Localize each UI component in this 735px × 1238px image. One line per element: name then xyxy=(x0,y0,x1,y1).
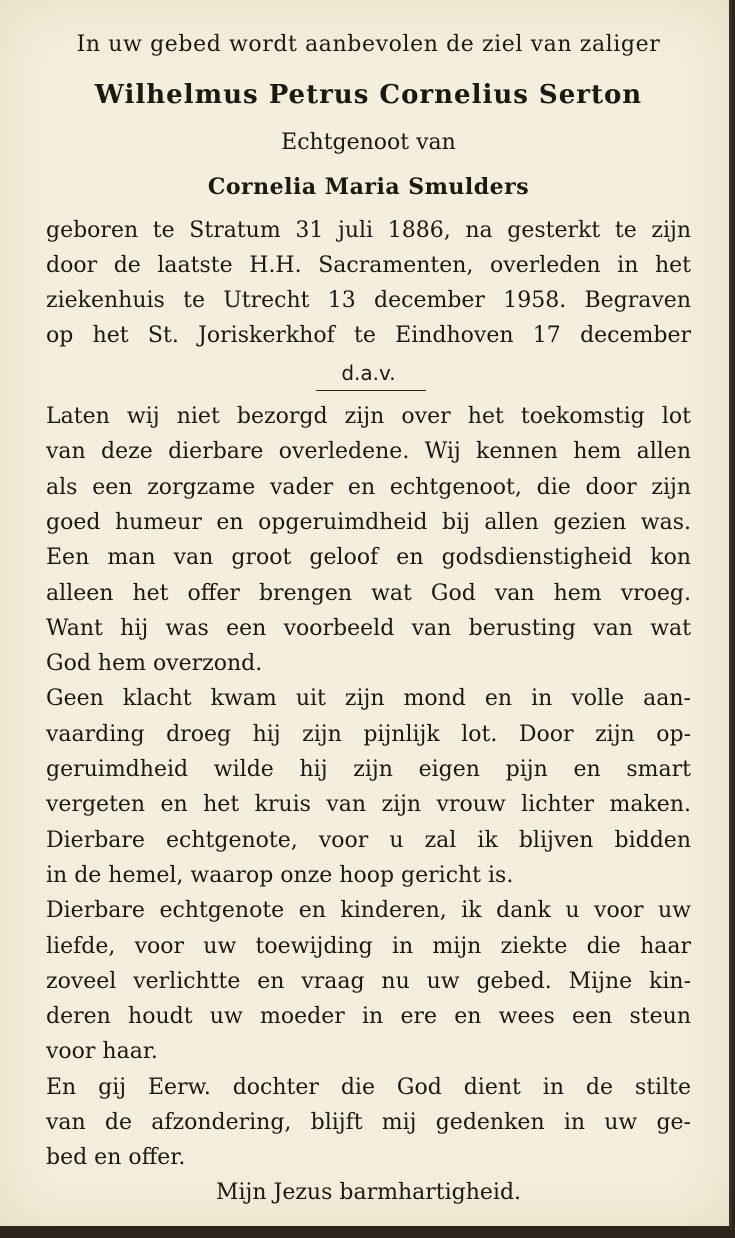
body-line: vergeten en het kruis van zijn vrouw lichter maken. xyxy=(46,792,691,818)
body-line: in de hemel, waarop onze hoop gericht is. xyxy=(46,862,514,888)
dav-mark: d.a.v. xyxy=(341,361,396,385)
body-line: liefde, voor uw toewijding in mijn ziekte die haar xyxy=(46,933,691,959)
body-line: geruimdheid wilde hij zijn eigen pijn en smart xyxy=(46,757,691,782)
body-line: deren houdt uw moeder in ere en wees een steun xyxy=(46,1004,691,1030)
body-line: God hem overzond. xyxy=(46,651,263,677)
body-line: alleen het offer brengen wat God van hem vroeg. xyxy=(46,580,691,606)
body-line: Dierbare echtgenote en kinderen, ik dank u voor uw xyxy=(46,898,691,924)
body-line: Laten wij niet bezorgd zijn over het toekomstig lot xyxy=(46,404,691,429)
body-line: bed en offer. xyxy=(46,1145,186,1171)
body-line: van de afzondering, blijft mij gedenken in uw ge- xyxy=(46,1110,691,1135)
bio-line: ziekenhuis te Utrecht 13 december 1958. Begraven xyxy=(46,288,691,313)
body-line: Want hij was een voorbeeld van berusting van wat xyxy=(46,615,691,641)
spouse-name: Cornelia Maria Smulders xyxy=(207,174,530,200)
body-line: Geen klacht kwam uit zijn mond en in volle aan- xyxy=(46,686,691,712)
body-line: vaarding droeg hij zijn pijnlijk lot. Door zijn op- xyxy=(46,721,691,747)
body-line: En gij Eerw. dochter die God dient in de stilte xyxy=(46,1074,691,1100)
body-line: als een zorgzame vader en echtgenoot, die door zijn xyxy=(46,474,691,500)
body-line: Dierbare echtgenote, voor u zal ik blijven bidden xyxy=(46,827,691,853)
body-line: goed humeur en opgeruimdheid bij allen gezien was. xyxy=(46,509,691,535)
bio-line: op het St. Joriskerkhof te Eindhoven 17 december xyxy=(46,323,691,348)
body-line: voor haar. xyxy=(46,1039,158,1065)
deceased-name: Wilhelmus Petrus Cornelius Serton xyxy=(94,80,643,110)
closing-prayer: Mijn Jezus barmhartigheid. xyxy=(215,1180,522,1205)
divider-line xyxy=(316,390,426,391)
body-line: van deze dierbare overledene. Wij kennen hem allen xyxy=(46,439,691,465)
bio-line: door de laatste H.H. Sacramenten, overleden in het xyxy=(46,253,691,278)
spouse-label: Echtgenoot van xyxy=(281,130,456,155)
intro-line: In uw gebed wordt aanbevolen de ziel van zaliger xyxy=(76,32,661,57)
body-line: zoveel verlichtte en vraag nu uw gebed. Mijne kin- xyxy=(46,968,691,994)
body-line: Een man van groot geloof en godsdienstigheid kon xyxy=(46,545,691,571)
bio-line: geboren te Stratum 31 juli 1886, na gesterkt te zijn xyxy=(46,218,691,243)
